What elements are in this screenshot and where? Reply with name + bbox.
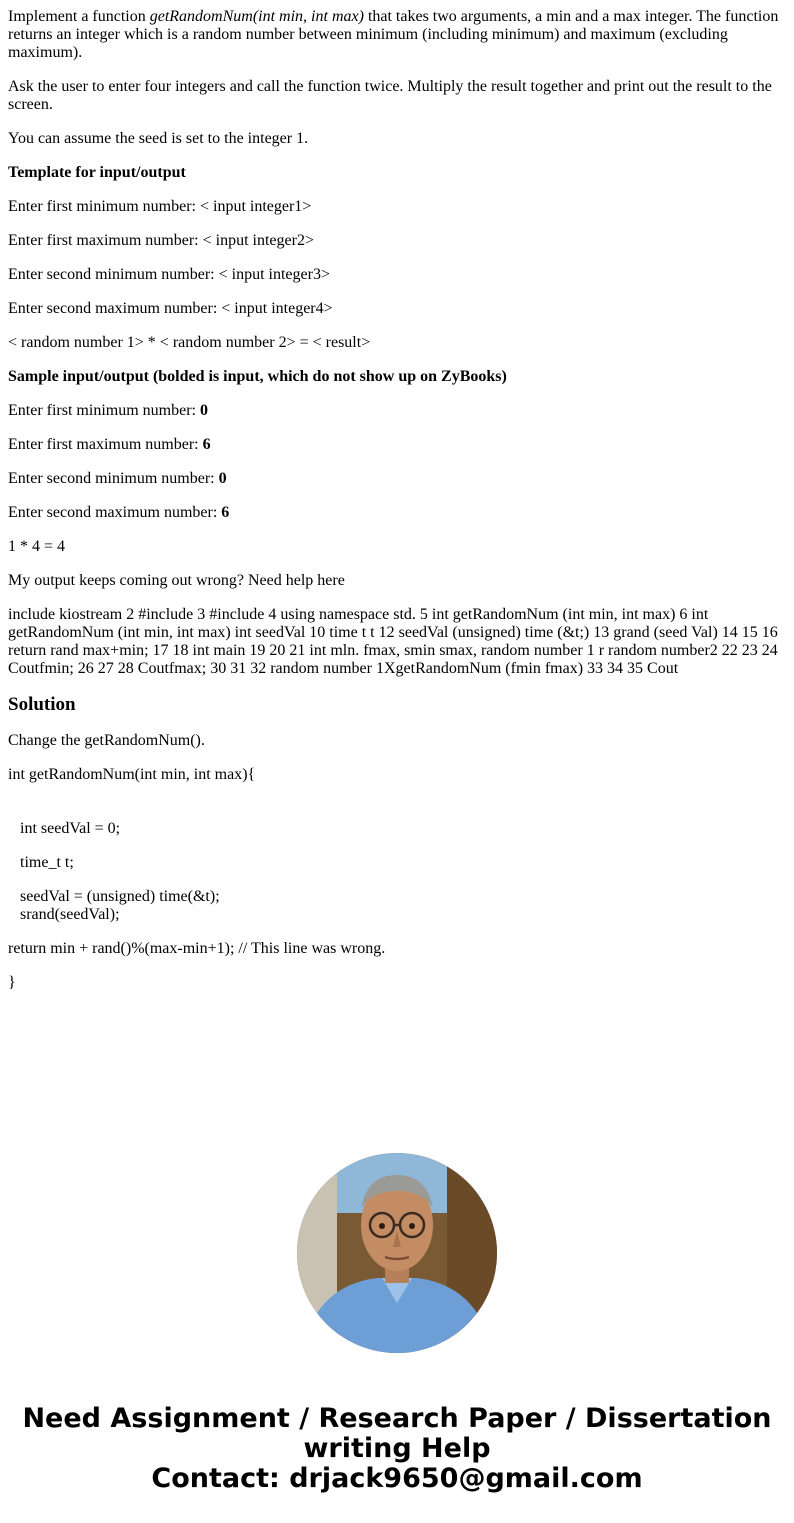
solution-seed-assign: seedVal = (unsigned) time(&t); — [20, 888, 220, 905]
template-heading — [8, 164, 786, 182]
sample-line — [8, 436, 786, 454]
solution-srand-call: srand(seedVal); — [20, 906, 120, 923]
tutor-photo — [297, 1153, 497, 1353]
solution-signature: int getRandomNum(int min, int max){ — [8, 766, 256, 783]
sample-line — [8, 470, 786, 488]
intro-prefix: Implement a function — [8, 8, 150, 25]
intro-suffix: that takes two arguments, a min and a max integer. The function returns an integer which is a random number between minimum (including minimum) and maximum (excluding maximum). — [8, 8, 779, 61]
sample-value: 6 — [221, 504, 230, 521]
sample-prompt: Enter second minimum number: — [8, 470, 219, 487]
advert-contact: Contact: drjack9650@gmail.com — [151, 1463, 643, 1494]
sample-value: 6 — [202, 436, 211, 453]
question-content — [8, 8, 786, 1008]
solution-time-decl: time_t t; — [20, 854, 74, 871]
template-line: Enter second minimum number: < input integer3> — [8, 266, 330, 283]
sample-value: 0 — [218, 470, 227, 487]
advert-block — [0, 1404, 794, 1494]
tutor-avatar — [297, 1153, 497, 1353]
sample-prompt: Enter first minimum number: — [8, 402, 200, 419]
sample-value: 0 — [199, 402, 208, 419]
sample-heading-text: Sample input/output (bolded is input, which do not show up on ZyBooks) — [8, 368, 507, 385]
ask-paragraph: Ask the user to enter four integers and call the function twice. Multiply the result together and print out the result to the screen. — [8, 78, 772, 113]
intro-paragraph — [8, 8, 786, 62]
seed-paragraph: You can assume the seed is set to the integer 1. — [8, 130, 309, 147]
advert-line: Need Assignment / Research Paper / Dissertation — [22, 1403, 772, 1434]
sample-result: 1 * 4 = 4 — [8, 538, 66, 555]
ocr-code-paragraph: include kiostream 2 #include 3 #include 4 using namespace std. 5 int getRandomNum (int min, int max) 6 int getRandomNum (int min, int max) int seedVal 10 time t t 12 seedVal (unsigned) time (&t;) 13 grand (seed Val) 14 15 16 return rand max+min; 17 18 int main 19 20 21 int mln. fmax, smin smax, random number 1 r random number2 22 23 24 Coutfmin; 26 27 28 Coutfmax; 30 31 32 random number 1XgetRandomNum (fmin fmax) 33 34 35 Cout — [8, 606, 778, 677]
intro-function-name: getRandomNum(int min, int max) — [149, 8, 364, 25]
sample-prompt: Enter first maximum number: — [8, 436, 203, 453]
solution-seed-decl: int seedVal = 0; — [20, 820, 121, 837]
blank-line — [8, 784, 786, 802]
advert-line: writing Help — [303, 1433, 491, 1464]
sample-line — [8, 504, 786, 522]
sample-line — [8, 402, 786, 420]
solution-heading: Solution — [8, 694, 76, 715]
solution-intro: Change the getRandomNum(). — [8, 732, 205, 749]
template-heading-text: Template for input/output — [8, 164, 186, 181]
solution-return-line: return min + rand()%(max-min+1); // This line was wrong. — [8, 940, 386, 957]
template-line: Enter first minimum number: < input integer1> — [8, 198, 312, 215]
blank-line — [8, 802, 786, 820]
sample-prompt: Enter second maximum number: — [8, 504, 222, 521]
solution-closing: } — [8, 974, 16, 991]
template-line: Enter first maximum number: < input integer2> — [8, 232, 314, 249]
template-line: < random number 1> * < random number 2> = < result> — [8, 334, 371, 351]
sample-heading — [8, 368, 786, 386]
template-line: Enter second maximum number: < input integer4> — [8, 300, 333, 317]
help-paragraph: My output keeps coming out wrong? Need help here — [8, 572, 345, 589]
